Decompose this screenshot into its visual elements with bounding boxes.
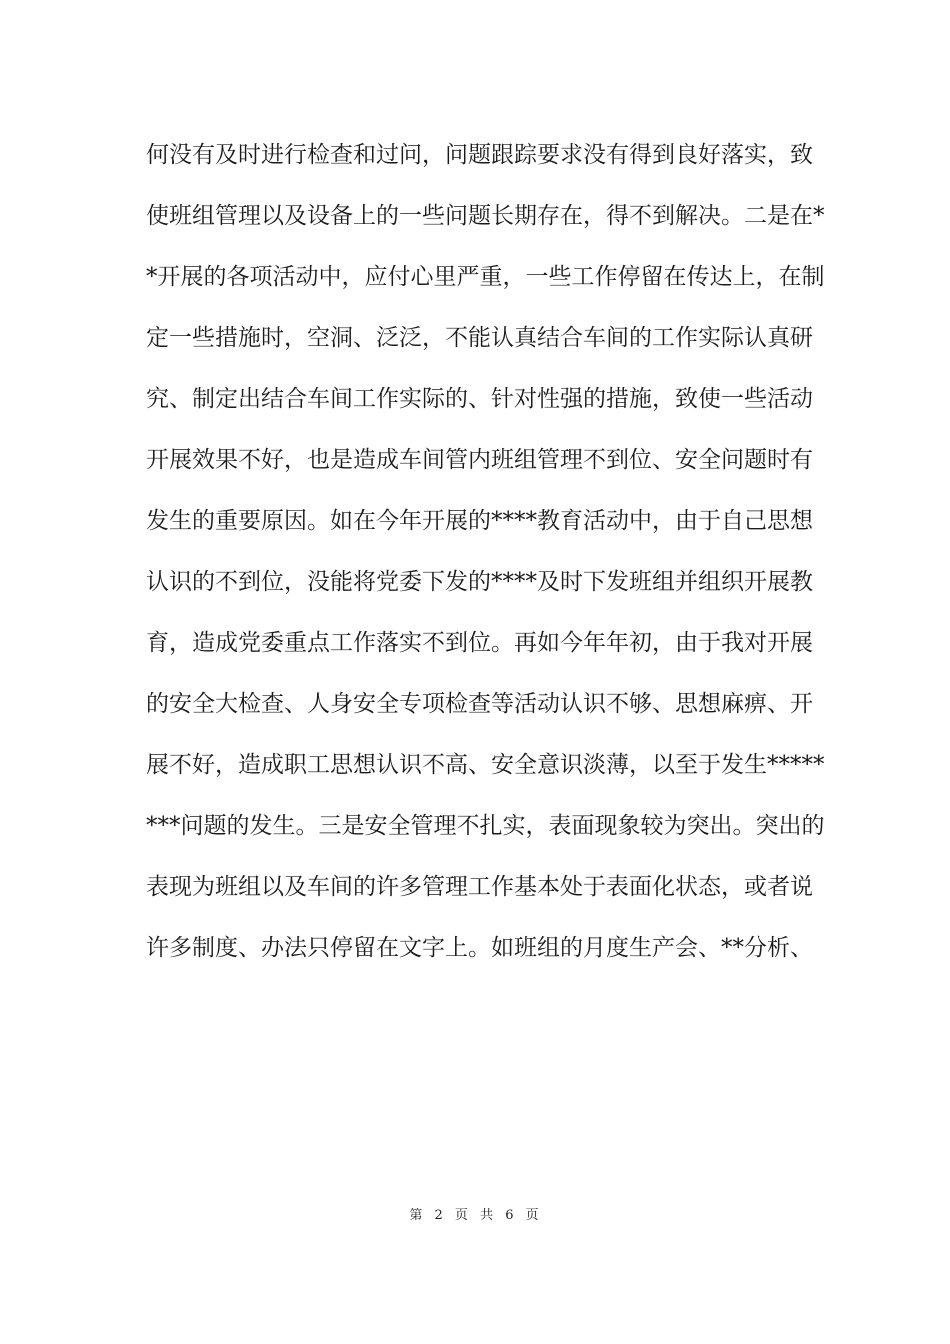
- text-line: 许多制度、办法只停留在文字上。如班组的月度生产会、**分析、: [146, 935, 813, 961]
- text-line: 定一些措施时，空洞、泛泛，不能认真结合车间的工作实际认真研: [146, 325, 813, 351]
- footer-current-page: 2: [434, 1208, 445, 1223]
- text-line: ***问题的发生。三是安全管理不扎实，表面现象较为突出。突出的: [146, 813, 825, 839]
- footer-total-pages: 6: [505, 1208, 516, 1223]
- text-line: 的安全大检查、人身安全专项检查等活动认识不够、思想麻痹、开: [146, 691, 813, 717]
- body-text: [146, 130, 826, 984]
- text-line: *开展的各项活动中，应付心里严重，一些工作停留在传达上，在制: [146, 264, 825, 290]
- text-line: 认识的不到位，没能将党委下发的****及时下发班组并组织开展教: [146, 569, 813, 595]
- page-footer: [0, 1204, 950, 1223]
- text-line: 使班组管理以及设备上的一些问题长期存在，得不到解决。二是在*: [146, 203, 825, 229]
- text-line: 育，造成党委重点工作落实不到位。再如今年年初，由于我对开展: [146, 630, 813, 656]
- text-line: 开展效果不好，也是造成车间管内班组管理不到位、安全问题时有: [146, 447, 813, 473]
- text-line: 究、制定出结合车间工作实际的、针对性强的措施，致使一些活动: [146, 386, 813, 412]
- footer-suffix: 页: [525, 1208, 541, 1223]
- footer-page-word: 页: [454, 1208, 470, 1223]
- text-line: 表现为班组以及车间的许多管理工作基本处于表面化状态，或者说: [146, 874, 813, 900]
- text-line: 发生的重要原因。如在今年开展的****教育活动中，由于自己思想: [146, 508, 813, 534]
- footer-total-word: 共: [480, 1208, 496, 1223]
- text-line: 何没有及时进行检查和过问，问题跟踪要求没有得到良好落实，致: [146, 142, 813, 168]
- footer-prefix: 第: [409, 1208, 425, 1223]
- text-line: 展不好，造成职工思想认识不高、安全意识淡薄，以至于发生*****: [146, 752, 825, 778]
